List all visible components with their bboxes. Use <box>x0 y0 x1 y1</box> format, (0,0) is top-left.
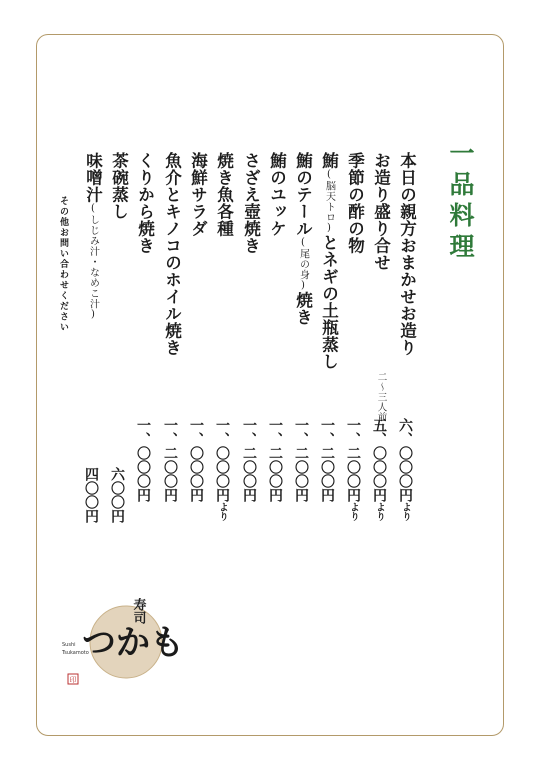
price-value: 五、〇〇〇円 <box>371 418 387 502</box>
menu-item-name-note: (しじみ汁・なめこ汁) <box>87 203 99 321</box>
menu-item-name: くりから焼き <box>135 152 155 254</box>
logo-brush-text: つかも <box>82 623 180 663</box>
logo-tsukamoto-text: Tsukamoto <box>62 650 89 656</box>
menu-item-name <box>320 152 337 370</box>
page-title: 一品料理 <box>446 140 475 264</box>
menu-item-name-main: 鮪 <box>319 152 339 169</box>
menu-item-name: 鮪のユッケ <box>267 152 287 237</box>
logo-seal-text: 印 <box>69 676 77 684</box>
price-suffix: より <box>374 502 385 521</box>
menu-item-name-main: とネギの土瓶蒸し <box>319 234 339 370</box>
price-value: 六、〇〇〇円 <box>397 418 413 502</box>
logo-top-text: 寿司 <box>130 598 146 624</box>
menu-item-price: 一、二〇〇円 <box>267 418 283 502</box>
menu-item-name: 本日の親方おまかせお造り <box>397 152 417 356</box>
menu-item-price <box>398 418 412 521</box>
menu-item-price <box>372 418 386 521</box>
price-suffix: より <box>400 502 411 521</box>
menu-item-name <box>84 152 101 321</box>
menu-item-name: 茶碗蒸し <box>109 152 129 220</box>
menu-item-price <box>346 418 360 521</box>
price-value: 一、二〇〇円 <box>345 418 361 502</box>
menu-item-name: 海鮮サラダ <box>188 152 208 237</box>
menu-item-name: 季節の酢の物 <box>345 152 365 254</box>
menu-item-price: 一、〇〇〇円 <box>135 418 151 502</box>
menu-item-name-note: (尾の身) <box>297 237 309 292</box>
menu-item-price: 四〇〇円 <box>83 467 99 523</box>
menu-item-name: さざえ壺焼き <box>241 152 261 254</box>
menu-item-name <box>294 152 311 326</box>
menu-item-price <box>215 418 229 521</box>
menu-item-price: 一、二〇〇円 <box>319 418 335 502</box>
menu-item-name-note: (脳天トロ) <box>323 169 335 234</box>
menu-item-name: お造り盛り合せ <box>371 152 391 271</box>
menu-item-price: 一、二〇〇円 <box>162 418 178 502</box>
logo-graphic <box>60 580 180 720</box>
price-value: 一、〇〇〇円 <box>214 418 230 502</box>
serving-label: 二〜三人前 <box>375 372 387 422</box>
menu-note: その他お問い合わせください <box>58 196 68 333</box>
menu-item-price: 一、二〇〇円 <box>241 418 257 502</box>
logo-sushi-text: Sushi <box>62 642 76 648</box>
menu-item-name: 魚介とキノコのホイル焼き <box>162 152 182 356</box>
menu-item-price: 六〇〇円 <box>109 467 125 523</box>
menu-item-price: 一、〇〇〇円 <box>188 418 204 502</box>
menu-item-name-main: 鮪のテール <box>293 152 313 237</box>
price-suffix: より <box>217 502 228 521</box>
restaurant-logo <box>60 580 180 720</box>
menu-item-name-main: 味噌汁 <box>83 152 103 203</box>
menu-item-name-main: 焼き <box>293 291 313 326</box>
menu-item-name: 焼き魚各種 <box>214 152 234 237</box>
price-suffix: より <box>348 502 359 521</box>
menu-item-price: 一、二〇〇円 <box>293 418 309 502</box>
